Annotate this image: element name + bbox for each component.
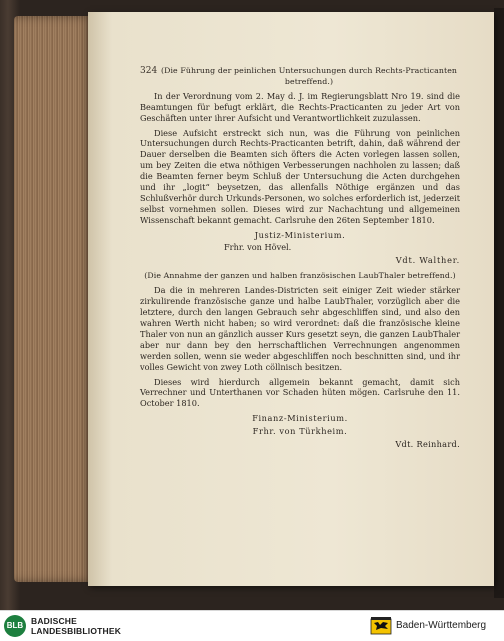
section1-heading: (Die Führung der peinlichen Untersuchungen durch Rechts-Practicanten betreffend.) (160, 66, 458, 86)
section1-paragraph-2: Diese Aufsicht erstreckt sich nun, was die Führung von peinlichen Untersuchungen durch Rechts-Practicanten betrift, dahin, daß während der Dauer derselben die Beamten sich öfters die Acten vorlegen lassen sollen, um bey Zeiten die etwa nöthigen Verbesserungen nachholen zu lassen; daß die Beamten ferner beym Schluß der Untersuchung die Acten durchgehen und ihr „logit“ beysetzen, das allenfalls Nöthige ergänzen und das Schlußverhör durch Urkunds-Personen, wo solches erforderlich ist, jederzeit selbst vornehmen sollen. Dieses wird zur Nachachtung und allgemeinen Wissenschaft bekannt gemacht. Carlsruhe den 26ten September 1810. (140, 127, 460, 225)
section1-ministry: Justiz-Ministerium. (254, 229, 346, 240)
section1-paragraph-1: In der Verordnung vom 2. May d. J. im Regierungsblatt Nro 19. sind die Beamtungen für befugt erklärt, die Rechts-Practicanten zu jeder Art von Geschäften unter ihrer Aufsicht und Verantwortlichkeit zuzulassen. (140, 90, 460, 123)
section2-signer: Frhr. von Türkheim. (252, 426, 348, 437)
footer-bar (0, 610, 504, 641)
section2-ministry: Finanz-Ministerium. (252, 413, 348, 424)
section2-paragraph-1: Da die in mehreren Landes-Districten seit einiger Zeit wieder stärker zirkulirende französische ganze und halbe LaubThaler, vorzüglich aber die letztere, durch den langen Gebrauch sehr abgeschliffen sind, und also den wahren Werth nicht haben; so wird verordnet: daß die französische kleine Thaler von nun an gänzlich ausser Kurs gesetzt seyn, die ganzen LaubThaler aber nur dann bey den herrschaftlichen Verrechnungen angenommen werden sollen, wenn sie weder abgeschliffen noch beschnitten sind, und ihr volles Gewicht von zwey Loth cöllnisch besitzen. (140, 285, 460, 372)
page-text (140, 66, 460, 456)
blb-logo-icon[interactable]: BLB (4, 615, 26, 637)
scan-right-border (494, 8, 504, 598)
section2-paragraph-2: Dieses wird hierdurch allgemein bekannt gemacht, damit sich Verrechner und Unterthanen vor Schaden hüten mögen. Carlsruhe den 11. October 1810. (140, 376, 460, 409)
section1-signer: Frhr. von Hövel. (224, 241, 292, 252)
baden-wuerttemberg-name[interactable]: Baden-Württemberg (396, 620, 487, 631)
baden-wuerttemberg-crest-icon[interactable] (370, 617, 392, 635)
blb-name-line-1: BADISCHE (31, 616, 77, 626)
page-number: 324 (140, 66, 158, 76)
section2-heading: (Die Annahme der ganzen und halben französischen LaubThaler betreffend.) (144, 271, 456, 281)
book-page-edges (14, 16, 94, 582)
blb-name-line-2: LANDESBIBLIOTHEK (31, 626, 122, 636)
section1-vdt: Vdt. Walther. (395, 254, 460, 265)
blb-library-name[interactable] (31, 616, 121, 636)
section2-vdt: Vdt. Reinhard. (395, 439, 460, 450)
